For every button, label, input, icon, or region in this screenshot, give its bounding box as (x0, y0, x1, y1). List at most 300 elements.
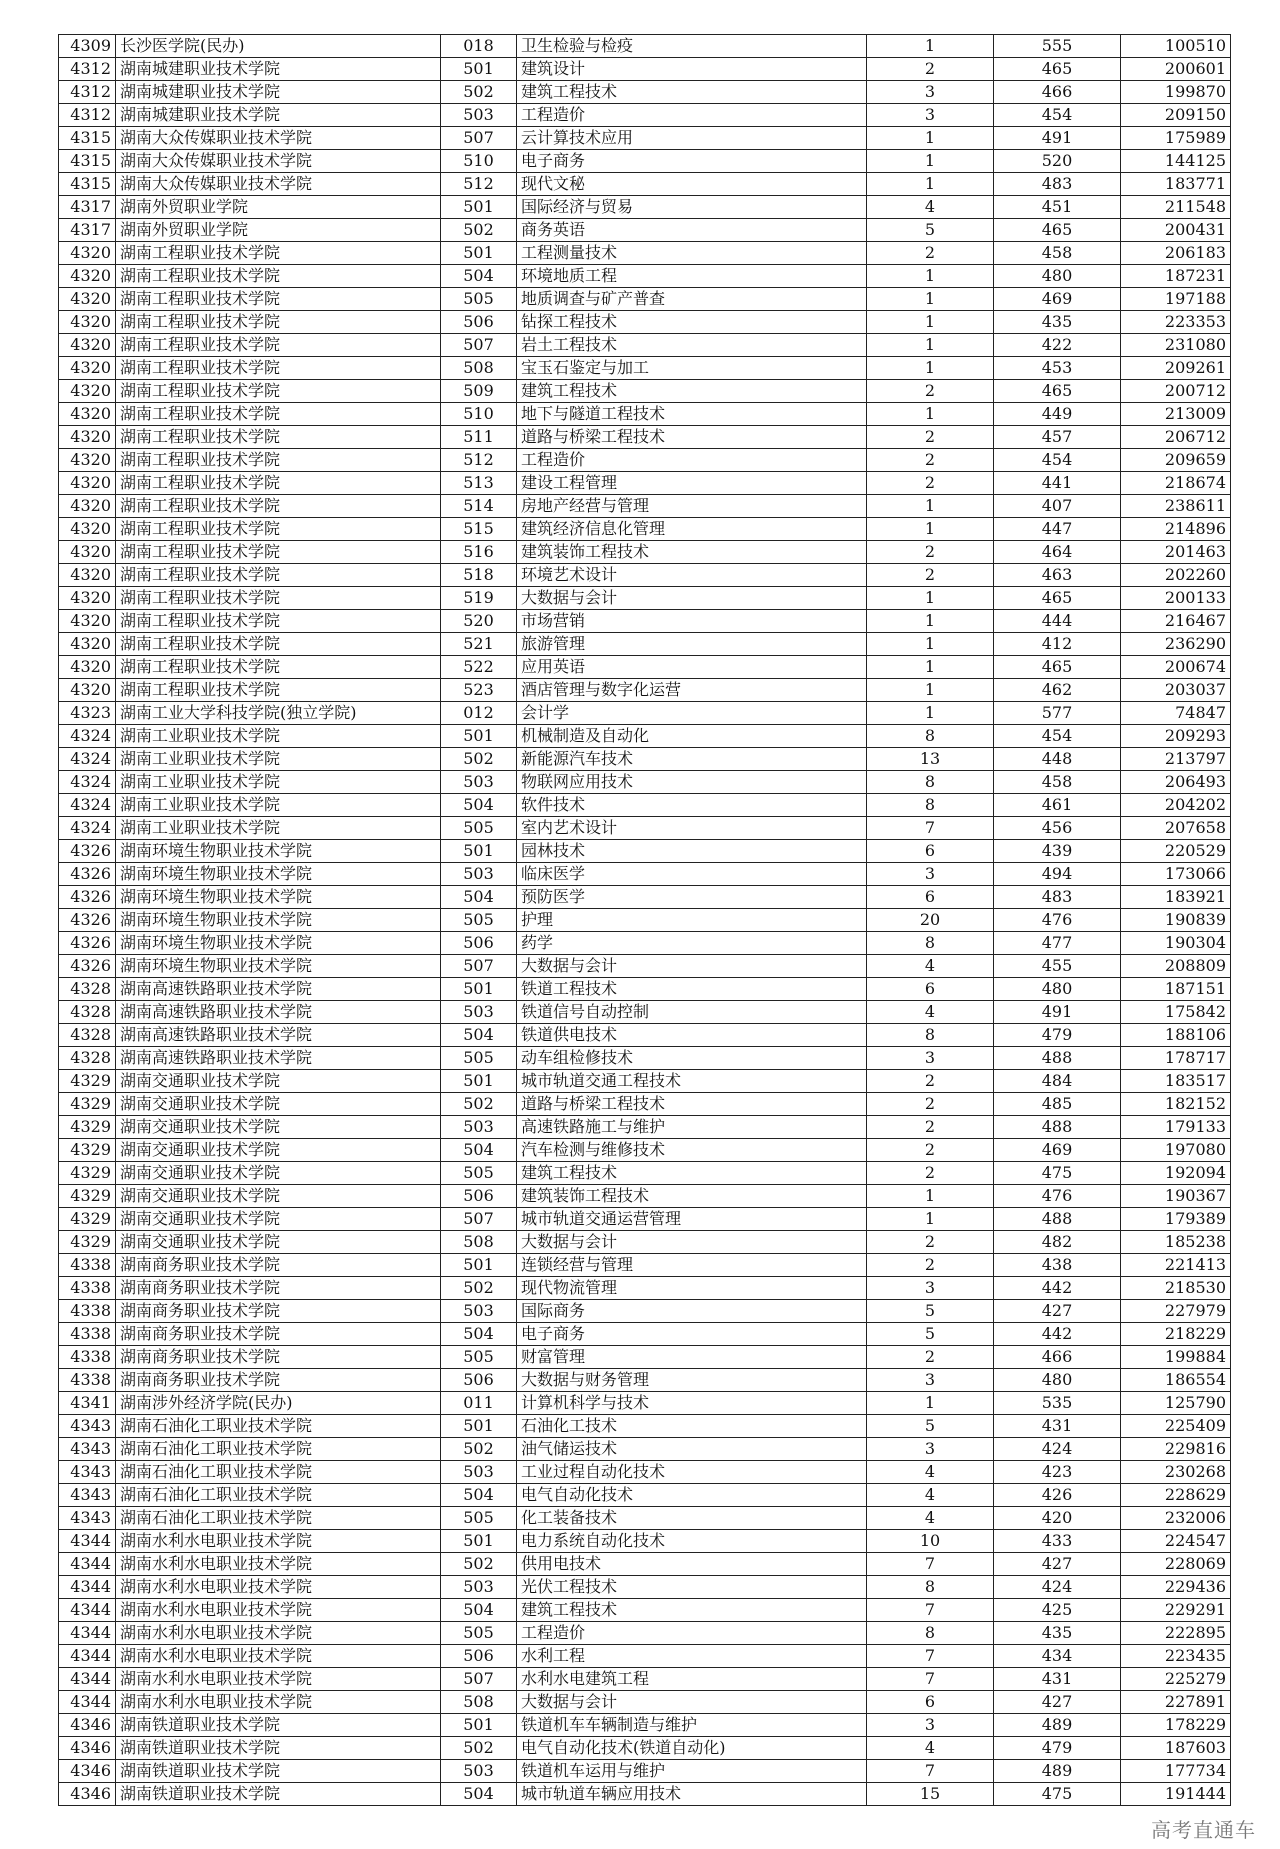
table-row (59, 1461, 1231, 1484)
school-name-cell: 湖南工程职业技术学院 (116, 541, 441, 564)
min-rank-cell: 211548 (1121, 196, 1231, 219)
school-code-cell: 4346 (59, 1737, 116, 1760)
table-row (59, 1300, 1231, 1323)
plan-count-cell: 1 (867, 633, 994, 656)
plan-count-cell: 2 (867, 541, 994, 564)
min-score-cell: 479 (994, 1024, 1121, 1047)
table-row (59, 1576, 1231, 1599)
plan-count-cell: 1 (867, 35, 994, 58)
major-code-cell: 521 (441, 633, 517, 656)
school-name-cell: 湖南水利水电职业技术学院 (116, 1576, 441, 1599)
major-code-cell: 508 (441, 357, 517, 380)
major-code-cell: 505 (441, 1346, 517, 1369)
major-code-cell: 505 (441, 288, 517, 311)
school-code-cell: 4320 (59, 610, 116, 633)
school-name-cell: 湖南工程职业技术学院 (116, 311, 441, 334)
min-score-cell: 465 (994, 58, 1121, 81)
min-score-cell: 434 (994, 1645, 1121, 1668)
min-score-cell: 535 (994, 1392, 1121, 1415)
school-name-cell: 湖南交通职业技术学院 (116, 1162, 441, 1185)
major-code-cell: 523 (441, 679, 517, 702)
school-name-cell: 湖南工业职业技术学院 (116, 794, 441, 817)
school-code-cell: 4320 (59, 288, 116, 311)
table-row (59, 1323, 1231, 1346)
table-row (59, 518, 1231, 541)
major-name-cell: 国际商务 (517, 1300, 867, 1323)
table-row (59, 886, 1231, 909)
min-score-cell: 465 (994, 219, 1121, 242)
school-code-cell: 4343 (59, 1438, 116, 1461)
major-name-cell: 建筑工程技术 (517, 1162, 867, 1185)
plan-count-cell: 3 (867, 1277, 994, 1300)
major-code-cell: 507 (441, 1208, 517, 1231)
school-name-cell: 湖南石油化工职业技术学院 (116, 1415, 441, 1438)
school-code-cell: 4338 (59, 1254, 116, 1277)
plan-count-cell: 1 (867, 702, 994, 725)
min-score-cell: 454 (994, 449, 1121, 472)
school-name-cell: 湖南工程职业技术学院 (116, 242, 441, 265)
table-row (59, 863, 1231, 886)
min-rank-cell: 213009 (1121, 403, 1231, 426)
school-code-cell: 4320 (59, 564, 116, 587)
major-name-cell: 建筑经济信息化管理 (517, 518, 867, 541)
major-name-cell: 地下与隧道工程技术 (517, 403, 867, 426)
min-score-cell: 469 (994, 1139, 1121, 1162)
major-code-cell: 503 (441, 771, 517, 794)
min-score-cell: 480 (994, 978, 1121, 1001)
major-name-cell: 电气自动化技术(铁道自动化) (517, 1737, 867, 1760)
school-code-cell: 4320 (59, 380, 116, 403)
school-code-cell: 4320 (59, 449, 116, 472)
major-name-cell: 铁道机车车辆制造与维护 (517, 1714, 867, 1737)
school-code-cell: 4324 (59, 748, 116, 771)
min-rank-cell: 230268 (1121, 1461, 1231, 1484)
major-code-cell: 505 (441, 817, 517, 840)
school-name-cell: 湖南工程职业技术学院 (116, 679, 441, 702)
school-name-cell: 湖南高速铁路职业技术学院 (116, 1001, 441, 1024)
min-score-cell: 427 (994, 1553, 1121, 1576)
min-rank-cell: 216467 (1121, 610, 1231, 633)
plan-count-cell: 1 (867, 173, 994, 196)
plan-count-cell: 1 (867, 610, 994, 633)
table-row (59, 58, 1231, 81)
min-score-cell: 484 (994, 1070, 1121, 1093)
watermark: 高考直通车 (1151, 1818, 1256, 1842)
plan-count-cell: 2 (867, 380, 994, 403)
plan-count-cell: 3 (867, 863, 994, 886)
min-rank-cell: 236290 (1121, 633, 1231, 656)
school-code-cell: 4324 (59, 725, 116, 748)
major-code-cell: 519 (441, 587, 517, 610)
plan-count-cell: 7 (867, 1553, 994, 1576)
major-code-cell: 506 (441, 1185, 517, 1208)
major-code-cell: 510 (441, 403, 517, 426)
school-name-cell: 湖南工程职业技术学院 (116, 334, 441, 357)
table-row (59, 656, 1231, 679)
min-rank-cell: 231080 (1121, 334, 1231, 357)
major-name-cell: 大数据与财务管理 (517, 1369, 867, 1392)
min-rank-cell: 229436 (1121, 1576, 1231, 1599)
school-code-cell: 4329 (59, 1093, 116, 1116)
school-code-cell: 4328 (59, 978, 116, 1001)
min-rank-cell: 183921 (1121, 886, 1231, 909)
school-name-cell: 湖南环境生物职业技术学院 (116, 840, 441, 863)
table-row (59, 564, 1231, 587)
plan-count-cell: 6 (867, 886, 994, 909)
table-row (59, 1438, 1231, 1461)
major-code-cell: 504 (441, 1484, 517, 1507)
major-code-cell: 505 (441, 1047, 517, 1070)
school-name-cell: 湖南环境生物职业技术学院 (116, 909, 441, 932)
table-row (59, 1001, 1231, 1024)
school-name-cell: 湖南工程职业技术学院 (116, 656, 441, 679)
plan-count-cell: 7 (867, 1645, 994, 1668)
major-name-cell: 供用电技术 (517, 1553, 867, 1576)
min-score-cell: 433 (994, 1530, 1121, 1553)
min-score-cell: 489 (994, 1714, 1121, 1737)
table-row (59, 81, 1231, 104)
min-score-cell: 482 (994, 1231, 1121, 1254)
min-rank-cell: 125790 (1121, 1392, 1231, 1415)
plan-count-cell: 8 (867, 932, 994, 955)
major-name-cell: 房地产经营与管理 (517, 495, 867, 518)
min-rank-cell: 183771 (1121, 173, 1231, 196)
major-code-cell: 502 (441, 1553, 517, 1576)
major-name-cell: 护理 (517, 909, 867, 932)
school-name-cell: 湖南交通职业技术学院 (116, 1231, 441, 1254)
min-rank-cell: 190304 (1121, 932, 1231, 955)
table-row (59, 1208, 1231, 1231)
major-code-cell: 506 (441, 1369, 517, 1392)
school-name-cell: 湖南工程职业技术学院 (116, 610, 441, 633)
major-name-cell: 建筑装饰工程技术 (517, 541, 867, 564)
min-rank-cell: 201463 (1121, 541, 1231, 564)
major-name-cell: 计算机科学与技术 (517, 1392, 867, 1415)
school-name-cell: 湖南工程职业技术学院 (116, 587, 441, 610)
major-code-cell: 502 (441, 1438, 517, 1461)
min-score-cell: 454 (994, 725, 1121, 748)
school-code-cell: 4344 (59, 1691, 116, 1714)
school-name-cell: 湖南大众传媒职业技术学院 (116, 173, 441, 196)
school-code-cell: 4317 (59, 219, 116, 242)
min-rank-cell: 209261 (1121, 357, 1231, 380)
major-name-cell: 室内艺术设计 (517, 817, 867, 840)
major-code-cell: 505 (441, 909, 517, 932)
plan-count-cell: 2 (867, 1231, 994, 1254)
min-rank-cell: 185238 (1121, 1231, 1231, 1254)
min-score-cell: 457 (994, 426, 1121, 449)
plan-count-cell: 1 (867, 656, 994, 679)
major-name-cell: 会计学 (517, 702, 867, 725)
school-code-cell: 4320 (59, 679, 116, 702)
school-name-cell: 湖南工程职业技术学院 (116, 426, 441, 449)
major-code-cell: 512 (441, 173, 517, 196)
plan-count-cell: 2 (867, 1116, 994, 1139)
major-name-cell: 道路与桥梁工程技术 (517, 1093, 867, 1116)
school-name-cell: 湖南工程职业技术学院 (116, 288, 441, 311)
school-code-cell: 4344 (59, 1668, 116, 1691)
min-score-cell: 422 (994, 334, 1121, 357)
plan-count-cell: 6 (867, 978, 994, 1001)
major-code-cell: 503 (441, 1300, 517, 1323)
plan-count-cell: 4 (867, 1461, 994, 1484)
table-row (59, 288, 1231, 311)
major-code-cell: 502 (441, 748, 517, 771)
school-name-cell: 湖南工程职业技术学院 (116, 357, 441, 380)
school-name-cell: 湖南工程职业技术学院 (116, 380, 441, 403)
min-score-cell: 427 (994, 1300, 1121, 1323)
plan-count-cell: 13 (867, 748, 994, 771)
table-row (59, 725, 1231, 748)
table-row (59, 334, 1231, 357)
table-row (59, 1162, 1231, 1185)
plan-count-cell: 4 (867, 1001, 994, 1024)
min-score-cell: 451 (994, 196, 1121, 219)
plan-count-cell: 8 (867, 1024, 994, 1047)
school-name-cell: 湖南环境生物职业技术学院 (116, 932, 441, 955)
table-row (59, 817, 1231, 840)
min-rank-cell: 220529 (1121, 840, 1231, 863)
min-rank-cell: 175842 (1121, 1001, 1231, 1024)
table-row (59, 1070, 1231, 1093)
major-name-cell: 光伏工程技术 (517, 1576, 867, 1599)
school-name-cell: 湖南水利水电职业技术学院 (116, 1622, 441, 1645)
table-row (59, 104, 1231, 127)
min-score-cell: 435 (994, 1622, 1121, 1645)
school-name-cell: 湖南城建职业技术学院 (116, 58, 441, 81)
school-name-cell: 湖南工业职业技术学院 (116, 725, 441, 748)
plan-count-cell: 4 (867, 1484, 994, 1507)
min-rank-cell: 190839 (1121, 909, 1231, 932)
school-code-cell: 4338 (59, 1300, 116, 1323)
min-rank-cell: 209293 (1121, 725, 1231, 748)
major-name-cell: 电气自动化技术 (517, 1484, 867, 1507)
min-score-cell: 479 (994, 1737, 1121, 1760)
plan-count-cell: 1 (867, 1185, 994, 1208)
plan-count-cell: 5 (867, 219, 994, 242)
min-score-cell: 423 (994, 1461, 1121, 1484)
school-code-cell: 4315 (59, 150, 116, 173)
min-rank-cell: 144125 (1121, 150, 1231, 173)
major-code-cell: 514 (441, 495, 517, 518)
plan-count-cell: 1 (867, 679, 994, 702)
school-name-cell: 湖南环境生物职业技术学院 (116, 863, 441, 886)
table-row (59, 219, 1231, 242)
school-code-cell: 4344 (59, 1599, 116, 1622)
major-name-cell: 建筑工程技术 (517, 81, 867, 104)
major-name-cell: 水利工程 (517, 1645, 867, 1668)
school-code-cell: 4320 (59, 495, 116, 518)
plan-count-cell: 1 (867, 288, 994, 311)
min-score-cell: 489 (994, 1760, 1121, 1783)
table-row (59, 403, 1231, 426)
major-name-cell: 建设工程管理 (517, 472, 867, 495)
table-row (59, 541, 1231, 564)
major-name-cell: 酒店管理与数字化运营 (517, 679, 867, 702)
major-code-cell: 503 (441, 1461, 517, 1484)
table-row (59, 1093, 1231, 1116)
school-code-cell: 4324 (59, 771, 116, 794)
major-code-cell: 501 (441, 1254, 517, 1277)
min-score-cell: 407 (994, 495, 1121, 518)
school-code-cell: 4338 (59, 1323, 116, 1346)
major-code-cell: 511 (441, 426, 517, 449)
major-code-cell: 504 (441, 1024, 517, 1047)
table-row (59, 1599, 1231, 1622)
major-name-cell: 电子商务 (517, 150, 867, 173)
major-code-cell: 503 (441, 1116, 517, 1139)
min-rank-cell: 223353 (1121, 311, 1231, 334)
major-code-cell: 508 (441, 1691, 517, 1714)
school-code-cell: 4328 (59, 1001, 116, 1024)
min-rank-cell: 206493 (1121, 771, 1231, 794)
school-name-cell: 湖南工程职业技术学院 (116, 495, 441, 518)
table-row (59, 932, 1231, 955)
major-name-cell: 高速铁路施工与维护 (517, 1116, 867, 1139)
plan-count-cell: 3 (867, 1714, 994, 1737)
major-name-cell: 城市轨道交通工程技术 (517, 1070, 867, 1093)
plan-count-cell: 5 (867, 1323, 994, 1346)
min-rank-cell: 207658 (1121, 817, 1231, 840)
major-code-cell: 504 (441, 886, 517, 909)
table-row (59, 1185, 1231, 1208)
major-name-cell: 油气储运技术 (517, 1438, 867, 1461)
min-rank-cell: 191444 (1121, 1783, 1231, 1806)
min-rank-cell: 208809 (1121, 955, 1231, 978)
school-code-cell: 4343 (59, 1484, 116, 1507)
table-row (59, 1254, 1231, 1277)
min-score-cell: 441 (994, 472, 1121, 495)
table-row (59, 265, 1231, 288)
plan-count-cell: 2 (867, 426, 994, 449)
plan-count-cell: 7 (867, 817, 994, 840)
school-name-cell: 湖南交通职业技术学院 (116, 1185, 441, 1208)
min-score-cell: 475 (994, 1783, 1121, 1806)
major-code-cell: 504 (441, 265, 517, 288)
min-rank-cell: 182152 (1121, 1093, 1231, 1116)
min-score-cell: 488 (994, 1047, 1121, 1070)
major-name-cell: 物联网应用技术 (517, 771, 867, 794)
min-rank-cell: 175989 (1121, 127, 1231, 150)
min-rank-cell: 188106 (1121, 1024, 1231, 1047)
table-row (59, 1484, 1231, 1507)
school-code-cell: 4326 (59, 932, 116, 955)
major-name-cell: 环境地质工程 (517, 265, 867, 288)
min-rank-cell: 173066 (1121, 863, 1231, 886)
min-rank-cell: 225409 (1121, 1415, 1231, 1438)
admission-table (58, 34, 1231, 1806)
table-row (59, 1783, 1231, 1806)
school-code-cell: 4320 (59, 518, 116, 541)
min-rank-cell: 232006 (1121, 1507, 1231, 1530)
plan-count-cell: 1 (867, 495, 994, 518)
major-code-cell: 516 (441, 541, 517, 564)
major-code-cell: 504 (441, 1783, 517, 1806)
school-name-cell: 湖南高速铁路职业技术学院 (116, 1024, 441, 1047)
major-name-cell: 铁道信号自动控制 (517, 1001, 867, 1024)
major-code-cell: 508 (441, 1231, 517, 1254)
table-row (59, 1047, 1231, 1070)
school-name-cell: 湖南交通职业技术学院 (116, 1208, 441, 1231)
major-name-cell: 卫生检验与检疫 (517, 35, 867, 58)
min-rank-cell: 209150 (1121, 104, 1231, 127)
school-code-cell: 4324 (59, 794, 116, 817)
min-score-cell: 483 (994, 173, 1121, 196)
min-rank-cell: 221413 (1121, 1254, 1231, 1277)
table-row (59, 449, 1231, 472)
major-code-cell: 522 (441, 656, 517, 679)
major-name-cell: 道路与桥梁工程技术 (517, 426, 867, 449)
major-code-cell: 504 (441, 794, 517, 817)
school-code-cell: 4326 (59, 909, 116, 932)
school-code-cell: 4329 (59, 1185, 116, 1208)
table-row (59, 1760, 1231, 1783)
school-code-cell: 4320 (59, 472, 116, 495)
school-code-cell: 4338 (59, 1369, 116, 1392)
min-score-cell: 476 (994, 1185, 1121, 1208)
school-name-cell: 湖南商务职业技术学院 (116, 1300, 441, 1323)
major-code-cell: 011 (441, 1392, 517, 1415)
min-rank-cell: 238611 (1121, 495, 1231, 518)
min-score-cell: 465 (994, 380, 1121, 403)
min-rank-cell: 223435 (1121, 1645, 1231, 1668)
major-code-cell: 505 (441, 1507, 517, 1530)
major-code-cell: 501 (441, 1415, 517, 1438)
table-row (59, 1116, 1231, 1139)
school-name-cell: 湖南商务职业技术学院 (116, 1323, 441, 1346)
school-name-cell: 湖南工程职业技术学院 (116, 472, 441, 495)
school-code-cell: 4343 (59, 1415, 116, 1438)
min-score-cell: 520 (994, 150, 1121, 173)
plan-count-cell: 5 (867, 1415, 994, 1438)
school-name-cell: 湖南涉外经济学院(民办) (116, 1392, 441, 1415)
min-score-cell: 456 (994, 817, 1121, 840)
table-row (59, 748, 1231, 771)
school-name-cell: 湖南工业职业技术学院 (116, 817, 441, 840)
min-rank-cell: 228629 (1121, 1484, 1231, 1507)
major-code-cell: 507 (441, 127, 517, 150)
min-rank-cell: 204202 (1121, 794, 1231, 817)
min-score-cell: 439 (994, 840, 1121, 863)
major-name-cell: 机械制造及自动化 (517, 725, 867, 748)
min-rank-cell: 190367 (1121, 1185, 1231, 1208)
min-score-cell: 463 (994, 564, 1121, 587)
min-rank-cell: 183517 (1121, 1070, 1231, 1093)
school-code-cell: 4341 (59, 1392, 116, 1415)
min-score-cell: 488 (994, 1208, 1121, 1231)
min-rank-cell: 197080 (1121, 1139, 1231, 1162)
min-score-cell: 555 (994, 35, 1121, 58)
school-name-cell: 湖南外贸职业学院 (116, 196, 441, 219)
plan-count-cell: 7 (867, 1668, 994, 1691)
school-name-cell: 湖南石油化工职业技术学院 (116, 1438, 441, 1461)
min-score-cell: 442 (994, 1323, 1121, 1346)
school-name-cell: 湖南城建职业技术学院 (116, 104, 441, 127)
plan-count-cell: 3 (867, 1369, 994, 1392)
school-code-cell: 4328 (59, 1047, 116, 1070)
plan-count-cell: 20 (867, 909, 994, 932)
min-rank-cell: 218530 (1121, 1277, 1231, 1300)
min-rank-cell: 218229 (1121, 1323, 1231, 1346)
major-name-cell: 商务英语 (517, 219, 867, 242)
school-code-cell: 4320 (59, 311, 116, 334)
plan-count-cell: 7 (867, 1760, 994, 1783)
major-name-cell: 药学 (517, 932, 867, 955)
min-rank-cell: 200431 (1121, 219, 1231, 242)
school-code-cell: 4320 (59, 426, 116, 449)
plan-count-cell: 4 (867, 1737, 994, 1760)
school-code-cell: 4328 (59, 1024, 116, 1047)
